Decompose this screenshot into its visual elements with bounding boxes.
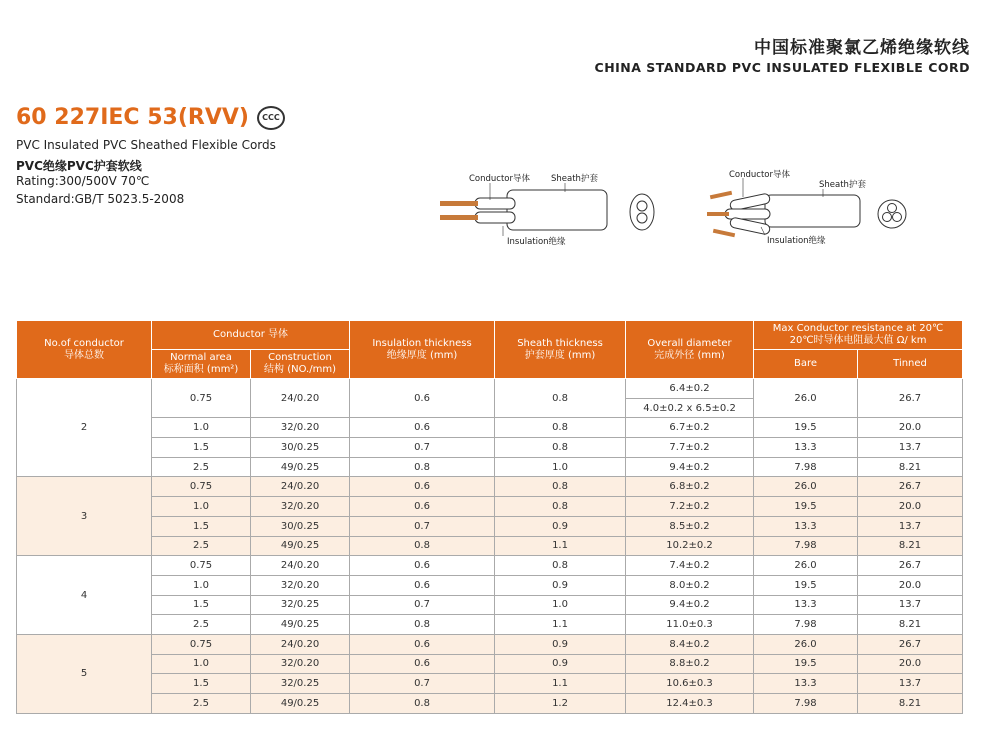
col-sheath: Sheath thickness 护套厚度 (mm) [495,321,626,379]
cell: 49/0.25 [251,694,350,714]
col-overall-diameter: Overall diameter 完成外径 (mm) [626,321,754,379]
col-tinned: Tinned [858,350,963,379]
cell: 26.0 [754,556,858,576]
cell: 13.7 [858,516,963,536]
table-row [17,418,963,438]
cell: 6.7±0.2 [626,418,754,438]
cell: 1.5 [152,674,251,694]
cell: 26.7 [858,556,963,576]
group-2 [17,379,963,477]
cell: 26.7 [858,477,963,497]
cell: 0.8 [495,497,626,517]
cell: 49/0.25 [251,457,350,477]
cell: 0.8 [495,418,626,438]
cell: 0.7 [350,438,495,458]
cell: 0.75 [152,556,251,576]
cell: 7.7±0.2 [626,438,754,458]
cell: 30/0.25 [251,438,350,458]
cell: 0.75 [152,634,251,654]
group-5 [17,634,963,713]
cell: 19.5 [754,418,858,438]
header-title-en: CHINA STANDARD PVC INSULATED FLEXIBLE CORD [594,60,970,75]
cell: 26.0 [754,477,858,497]
cell: 1.5 [152,595,251,615]
spec-table [16,320,963,714]
cell: 0.7 [350,595,495,615]
table-row [17,536,963,556]
cell: 26.7 [858,379,963,418]
cell: 26.0 [754,379,858,418]
col-max-resistance: Max Conductor resistance at 20℃ 20℃时导体电阻最大值 Ω/ km [754,321,963,350]
cell: 19.5 [754,575,858,595]
cell: 20.0 [858,418,963,438]
diagram2-sheath-label: Sheath护套 [819,180,866,190]
cell: 26.0 [754,634,858,654]
cell: 0.9 [495,516,626,536]
cell: 10.6±0.3 [626,674,754,694]
cell: 7.2±0.2 [626,497,754,517]
table-row [17,457,963,477]
cell: 20.0 [858,497,963,517]
cell: 8.5±0.2 [626,516,754,536]
three-core-cable-diagram [705,165,955,255]
cell: 1.0 [495,457,626,477]
cell: 0.8 [495,477,626,497]
cell: 2.5 [152,615,251,635]
cell: 10.2±0.2 [626,536,754,556]
cell: 8.21 [858,615,963,635]
cell: 30/0.25 [251,516,350,536]
cell: 6.8±0.2 [626,477,754,497]
cell: 13.3 [754,438,858,458]
cell: 32/0.20 [251,497,350,517]
table-row [17,615,963,635]
cell: 0.9 [495,575,626,595]
cell: 0.6 [350,654,495,674]
cell: 13.7 [858,674,963,694]
cell: 0.6 [350,556,495,576]
cell: 0.6 [350,379,495,418]
conductor-count: 5 [17,634,152,713]
col-insulation: Insulation thickness 绝缘厚度 (mm) [350,321,495,379]
cell: 19.5 [754,654,858,674]
table-row [17,497,963,517]
model-heading [16,105,285,130]
cell: 1.0 [152,497,251,517]
cell: 1.0 [152,418,251,438]
diagram2-insulation-label: Insulation绝缘 [767,236,826,246]
cell: 2.5 [152,457,251,477]
cell: 7.98 [754,615,858,635]
cell: 24/0.20 [251,379,350,418]
cell: 0.75 [152,477,251,497]
model-title: 60 227IEC 53(RVV) [16,105,249,130]
cell: 12.4±0.3 [626,694,754,714]
cell: 9.4±0.2 [626,595,754,615]
cell: 20.0 [858,575,963,595]
cell: 2.5 [152,536,251,556]
table-row [17,516,963,536]
table-row [17,634,963,654]
table-row [17,379,963,399]
cell: 32/0.20 [251,418,350,438]
cell: 24/0.20 [251,634,350,654]
rating-text: Rating:300/500V 70℃ [16,174,150,188]
col-construction: Construction 结构 (NO./mm) [251,350,350,379]
cell: 0.6 [350,634,495,654]
cell: 13.3 [754,595,858,615]
table-row [17,694,963,714]
cell: 24/0.20 [251,556,350,576]
cell: 4.0±0.2 x 6.5±0.2 [626,398,754,418]
cell: 2.5 [152,694,251,714]
cell: 26.7 [858,634,963,654]
cell: 0.6 [350,497,495,517]
cell: 32/0.20 [251,575,350,595]
conductor-count: 2 [17,379,152,477]
cell: 49/0.25 [251,536,350,556]
description-en: PVC Insulated PVC Sheathed Flexible Cords [16,138,276,152]
standard-text: Standard:GB/T 5023.5-2008 [16,192,185,206]
diagram2-conductor-label: Conductor导体 [729,170,791,180]
table-row [17,477,963,497]
conductor-count: 3 [17,477,152,556]
cell: 11.0±0.3 [626,615,754,635]
table-row [17,654,963,674]
cell: 9.4±0.2 [626,457,754,477]
col-normal-area: Normal area 标称面积 (mm²) [152,350,251,379]
cell: 0.9 [495,634,626,654]
cell: 13.3 [754,674,858,694]
group-4 [17,556,963,635]
cell: 7.4±0.2 [626,556,754,576]
cell: 0.8 [495,438,626,458]
col-conductor: Conductor 导体 [152,321,350,350]
cell: 0.8 [495,379,626,418]
cell: 13.7 [858,438,963,458]
cell: 0.6 [350,575,495,595]
group-3 [17,477,963,556]
cell: 0.8 [350,536,495,556]
table-row [17,674,963,694]
cell: 1.5 [152,516,251,536]
cell: 32/0.25 [251,674,350,694]
cell: 0.9 [495,654,626,674]
cell: 0.75 [152,379,251,418]
cell: 20.0 [858,654,963,674]
cell: 1.1 [495,536,626,556]
cell: 0.6 [350,477,495,497]
cell: 7.98 [754,694,858,714]
table-row [17,575,963,595]
cell: 0.8 [495,556,626,576]
table-row [17,556,963,576]
cell: 6.4±0.2 [626,379,754,399]
cell: 8.8±0.2 [626,654,754,674]
cell: 0.7 [350,674,495,694]
cell: 8.0±0.2 [626,575,754,595]
two-core-cable-diagram [435,168,675,258]
cell: 8.21 [858,536,963,556]
col-no-of-conductor: No.of conductor 导体总数 [17,321,152,379]
cell: 0.8 [350,615,495,635]
cell: 49/0.25 [251,615,350,635]
cell: 0.6 [350,418,495,438]
cell: 1.2 [495,694,626,714]
cell: 13.7 [858,595,963,615]
cell: 1.1 [495,615,626,635]
cell: 0.7 [350,516,495,536]
diagram1-sheath-label: Sheath护套 [551,174,598,184]
cell: 1.0 [495,595,626,615]
table-row [17,595,963,615]
cell: 13.3 [754,516,858,536]
cell: 32/0.25 [251,595,350,615]
cell: 7.98 [754,457,858,477]
cell: 32/0.20 [251,654,350,674]
description-cn: PVC绝缘PVC护套软线 [16,159,142,173]
diagram1-conductor-label: Conductor导体 [469,174,531,184]
col-bare: Bare [754,350,858,379]
conductor-count: 4 [17,556,152,635]
cell: 19.5 [754,497,858,517]
ccc-cert-icon: CCC [257,106,285,130]
cell: 8.21 [858,457,963,477]
cell: 1.0 [152,654,251,674]
table-row [17,438,963,458]
cell: 0.8 [350,694,495,714]
cell: 24/0.20 [251,477,350,497]
header-title-cn: 中国标准聚氯乙烯绝缘软线 [754,38,970,58]
cell: 7.98 [754,536,858,556]
cell: 1.0 [152,575,251,595]
cell: 8.4±0.2 [626,634,754,654]
cell: 0.8 [350,457,495,477]
cell: 1.5 [152,438,251,458]
cell: 8.21 [858,694,963,714]
cell: 1.1 [495,674,626,694]
diagram1-insulation-label: Insulation绝缘 [507,237,566,247]
